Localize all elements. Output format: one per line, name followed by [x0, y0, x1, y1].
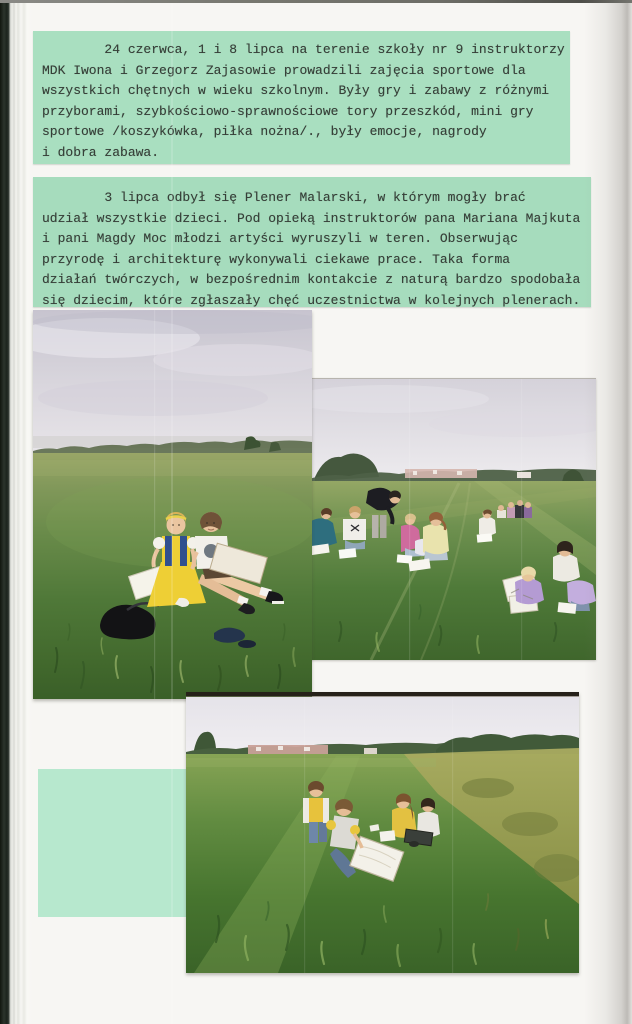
mint-paper-square — [38, 769, 186, 917]
typed-line: sportowe /koszykówka, piłka nożna/., były emocje, nagrody — [42, 124, 487, 139]
typed-line: się dziecim, które zgłaszały chęć uczestnictwa w kolejnych plenerach. — [42, 292, 581, 308]
scan-streak — [304, 697, 305, 973]
typed-note-plein-air — [33, 177, 591, 307]
typed-text-block — [33, 177, 591, 311]
typed-line: 3 lipca odbył się Plener Malarski, w którym mogły brać — [42, 190, 526, 205]
typed-line: przyrodę i architekturę wykonywali ciekawe prace. Taka forma — [42, 251, 511, 267]
scan-streak — [154, 310, 155, 699]
typed-line: MDK Iwona i Grzegorz Zajasowie prowadzili zajęcia sportowe dla — [42, 62, 526, 78]
typed-text-block — [33, 31, 570, 163]
typed-line: 24 czerwca, 1 i 8 lipca na terenie szkoły nr 9 instruktorzy — [42, 42, 565, 57]
typed-line: wszystkich chętnych w wieku szkolnym. Były gry i zabawy z różnymi — [42, 83, 550, 98]
typed-note-sports — [33, 31, 570, 164]
book-spine-edge — [0, 0, 32, 1024]
typed-line: działań twórczych, w bezpośrednim kontakcie z naturą bardzo spodobała — [42, 272, 581, 287]
photo-two-girls-sketching — [33, 310, 312, 699]
typed-line: przyborami, szybkościowo-sprawnościowe tory przeszkód, mini gry — [42, 103, 534, 119]
scan-top-edge — [0, 0, 632, 3]
typed-line: i dobra zabawa. — [42, 144, 160, 160]
typed-line: i pani Magdy Moc młodzi artyści wyruszyli w teren. Obserwując — [42, 231, 518, 246]
scan-streak — [521, 379, 522, 660]
photo-top-shadow-line — [186, 692, 579, 697]
photo-four-children-meadow — [186, 692, 579, 973]
typed-line: udział wszystkie dzieci. Pod opieką instruktorów pana Mariana Majkuta — [42, 210, 581, 226]
scan-streak — [409, 379, 410, 660]
sky — [33, 310, 312, 462]
scan-streak — [452, 697, 453, 973]
photo-group-plein-air — [309, 378, 596, 660]
